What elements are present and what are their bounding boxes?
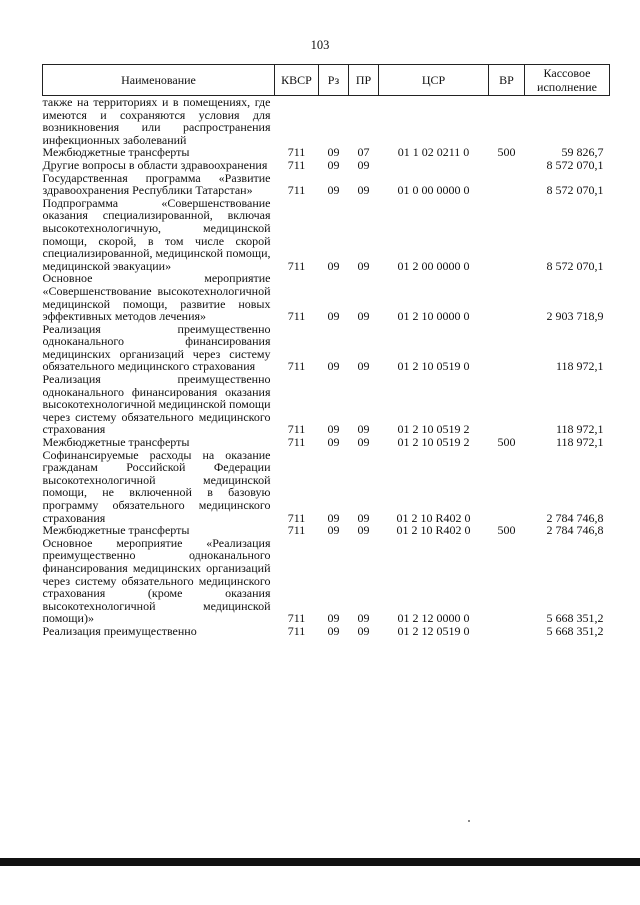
row-name-cell: Реализация преимущественно: [42, 623, 197, 638]
row-pr-cell: [349, 96, 379, 147]
row-sum-cell: 2 784 746,8: [546, 510, 604, 525]
row-kvsr-cell: 711: [287, 611, 306, 626]
row-kvsr-cell: 711: [287, 183, 306, 198]
table-body: [43, 96, 610, 638]
row-name-cell: Реализация преимущественно одноканального финансирования медицинских организаций через систему обязательного медицинского страхования: [42, 321, 271, 374]
row-csr-cell: 01 2 10 0519 0: [397, 359, 470, 374]
table-row: [43, 524, 610, 537]
scan-edge-bar: [0, 858, 640, 866]
header-rz: Рз: [319, 65, 349, 96]
row-sum-cell: 2 903 718,9: [546, 309, 604, 324]
row-kvsr-cell: 711: [287, 510, 306, 525]
row-rz-cell: 09: [327, 623, 340, 638]
row-sum-cell: 8 572 070,1: [546, 183, 604, 198]
row-sum-cell: 8 572 070,1: [546, 157, 604, 172]
row-csr-cell: 01 2 10 0519 2: [397, 422, 470, 437]
row-pr-cell: 09: [357, 422, 370, 437]
row-kvsr-cell: [275, 96, 319, 147]
row-kvsr-cell: 711: [287, 258, 306, 273]
row-sum-cell: 8 572 070,1: [546, 258, 604, 273]
row-kvsr-cell: 711: [287, 422, 306, 437]
row-vr-cell: [489, 537, 525, 625]
header-vr: ВР: [489, 65, 525, 96]
row-vr-cell: 500: [497, 523, 516, 538]
row-vr-cell: [489, 197, 525, 273]
row-kvsr-cell: 711: [287, 623, 306, 638]
row-sum-cell: 2 784 746,8: [546, 523, 604, 538]
row-csr-cell: 01 2 10 R402 0: [396, 510, 471, 525]
row-pr-cell: 07: [357, 145, 370, 160]
row-csr-cell: 01 2 00 0000 0: [397, 258, 470, 273]
row-name-cell: Межбюджетные трансферты: [42, 435, 190, 450]
scan-speck: [468, 820, 470, 822]
row-vr-cell: [489, 625, 525, 638]
row-name-cell: Подпрограмма «Совершенствование оказания специализированной, включая высокотехнологичную, медицинской помощи, скорой, в том числе скорой специализированной, медицинской помощи, медицинской эвакуации»: [42, 195, 271, 273]
row-vr-cell: [489, 323, 525, 373]
table-row: [43, 373, 610, 436]
row-kvsr-cell: 711: [287, 359, 306, 374]
table-row: [43, 436, 610, 449]
row-pr-cell: 09: [357, 523, 370, 538]
row-name-cell: Основное мероприятие «Реализация преимущественно одноканального финансирования медицинских организаций через систему обязательного медицинского страхования (кроме оказания высокотехнологичной медицинской помощи)»: [42, 535, 271, 626]
row-sum-cell: 118 972,1: [555, 359, 604, 374]
row-name-cell: Реализация преимущественно одноканального финансирования оказания высокотехнологичной медицинской помощи через систему обязательного медицинского страхования: [42, 372, 271, 437]
row-pr-cell: 09: [357, 359, 370, 374]
row-name-cell: Другие вопросы в области здравоохранения: [42, 157, 268, 172]
row-pr-cell: 09: [357, 623, 370, 638]
row-sum-cell: 5 668 351,2: [546, 611, 604, 626]
row-rz-cell: 09: [327, 510, 340, 525]
row-rz-cell: 09: [327, 435, 340, 450]
row-pr-cell: 09: [357, 435, 370, 450]
row-csr-cell: 01 2 12 0000 0: [397, 611, 470, 626]
row-vr-cell: 500: [497, 435, 516, 450]
header-kvsr: КВСР: [275, 65, 319, 96]
table-row: [43, 272, 610, 322]
table-row: [43, 159, 610, 172]
table-row: [43, 197, 610, 273]
row-rz-cell: 09: [327, 309, 340, 324]
row-name-cell: Межбюджетные трансферты: [42, 145, 190, 160]
row-kvsr-cell: 711: [287, 435, 306, 450]
row-rz-cell: 09: [327, 611, 340, 626]
row-csr-cell: 01 2 10 0000 0: [397, 309, 470, 324]
row-csr-cell: 01 0 00 0000 0: [397, 183, 470, 198]
row-rz-cell: [319, 96, 349, 147]
row-kvsr-cell: 711: [287, 523, 306, 538]
row-name-cell: Межбюджетные трансферты: [42, 523, 190, 538]
row-csr-cell: 01 2 10 R402 0: [396, 523, 471, 538]
row-csr-cell: [379, 159, 489, 172]
row-csr-cell: 01 2 12 0519 0: [397, 623, 470, 638]
header-csr: ЦСР: [379, 65, 489, 96]
row-kvsr-cell: 711: [287, 157, 306, 172]
row-sum-cell: 59 826,7: [561, 145, 604, 160]
row-name-cell: Государственная программа «Развитие здравоохранения Республики Татарстан»: [42, 170, 271, 198]
row-sum-cell: 5 668 351,2: [546, 623, 604, 638]
table-row: [43, 96, 610, 147]
row-vr-cell: 500: [497, 145, 516, 160]
row-vr-cell: [489, 449, 525, 525]
row-pr-cell: 09: [357, 157, 370, 172]
table-header-row: [43, 65, 610, 96]
row-csr-cell: [379, 96, 489, 147]
row-kvsr-cell: 711: [287, 309, 306, 324]
row-pr-cell: 09: [357, 510, 370, 525]
row-vr-cell: [489, 159, 525, 172]
header-pr: ПР: [349, 65, 379, 96]
header-sum: Кассовое исполнение: [525, 65, 610, 96]
row-rz-cell: 09: [327, 523, 340, 538]
table-row: [43, 172, 610, 197]
row-rz-cell: 09: [327, 422, 340, 437]
row-pr-cell: 09: [357, 309, 370, 324]
row-vr-cell: [489, 272, 525, 322]
row-rz-cell: 09: [327, 157, 340, 172]
row-name-cell: Софинансируемые расходы на оказание гражданам Российской Федерации высокотехнологичной медицинской помощи, не включенной в базовую программу обязательного медицинского страхования: [42, 447, 271, 525]
row-name-cell: также на территориях и в помещениях, где имеются и сохраняются условия для возникновения или распространения инфекционных заболеваний: [42, 95, 271, 147]
table-row: [43, 625, 610, 638]
page-number: 103: [310, 38, 330, 52]
header-name: Наименование: [43, 65, 275, 96]
row-rz-cell: 09: [327, 183, 340, 198]
row-sum-cell: [525, 96, 610, 147]
row-sum-cell: 118 972,1: [555, 422, 604, 437]
row-csr-cell: 01 1 02 0211 0: [397, 145, 470, 160]
row-pr-cell: 09: [357, 611, 370, 626]
row-sum-cell: 118 972,1: [555, 435, 604, 450]
row-vr-cell: [489, 373, 525, 436]
table-row: [43, 323, 610, 373]
row-pr-cell: 09: [357, 258, 370, 273]
row-rz-cell: 09: [327, 359, 340, 374]
row-csr-cell: 01 2 10 0519 2: [397, 435, 470, 450]
row-vr-cell: [489, 96, 525, 147]
row-name-cell: Основное мероприятие «Совершенствование высокотехнологичной медицинской помощи, развитие новых эффективных методов лечения»: [42, 271, 271, 324]
row-pr-cell: 09: [357, 183, 370, 198]
budget-table: [42, 64, 610, 638]
table-row: [43, 537, 610, 625]
row-rz-cell: 09: [327, 145, 340, 160]
row-vr-cell: [489, 172, 525, 197]
row-kvsr-cell: 711: [287, 145, 306, 160]
row-rz-cell: 09: [327, 258, 340, 273]
table-row: [43, 449, 610, 525]
